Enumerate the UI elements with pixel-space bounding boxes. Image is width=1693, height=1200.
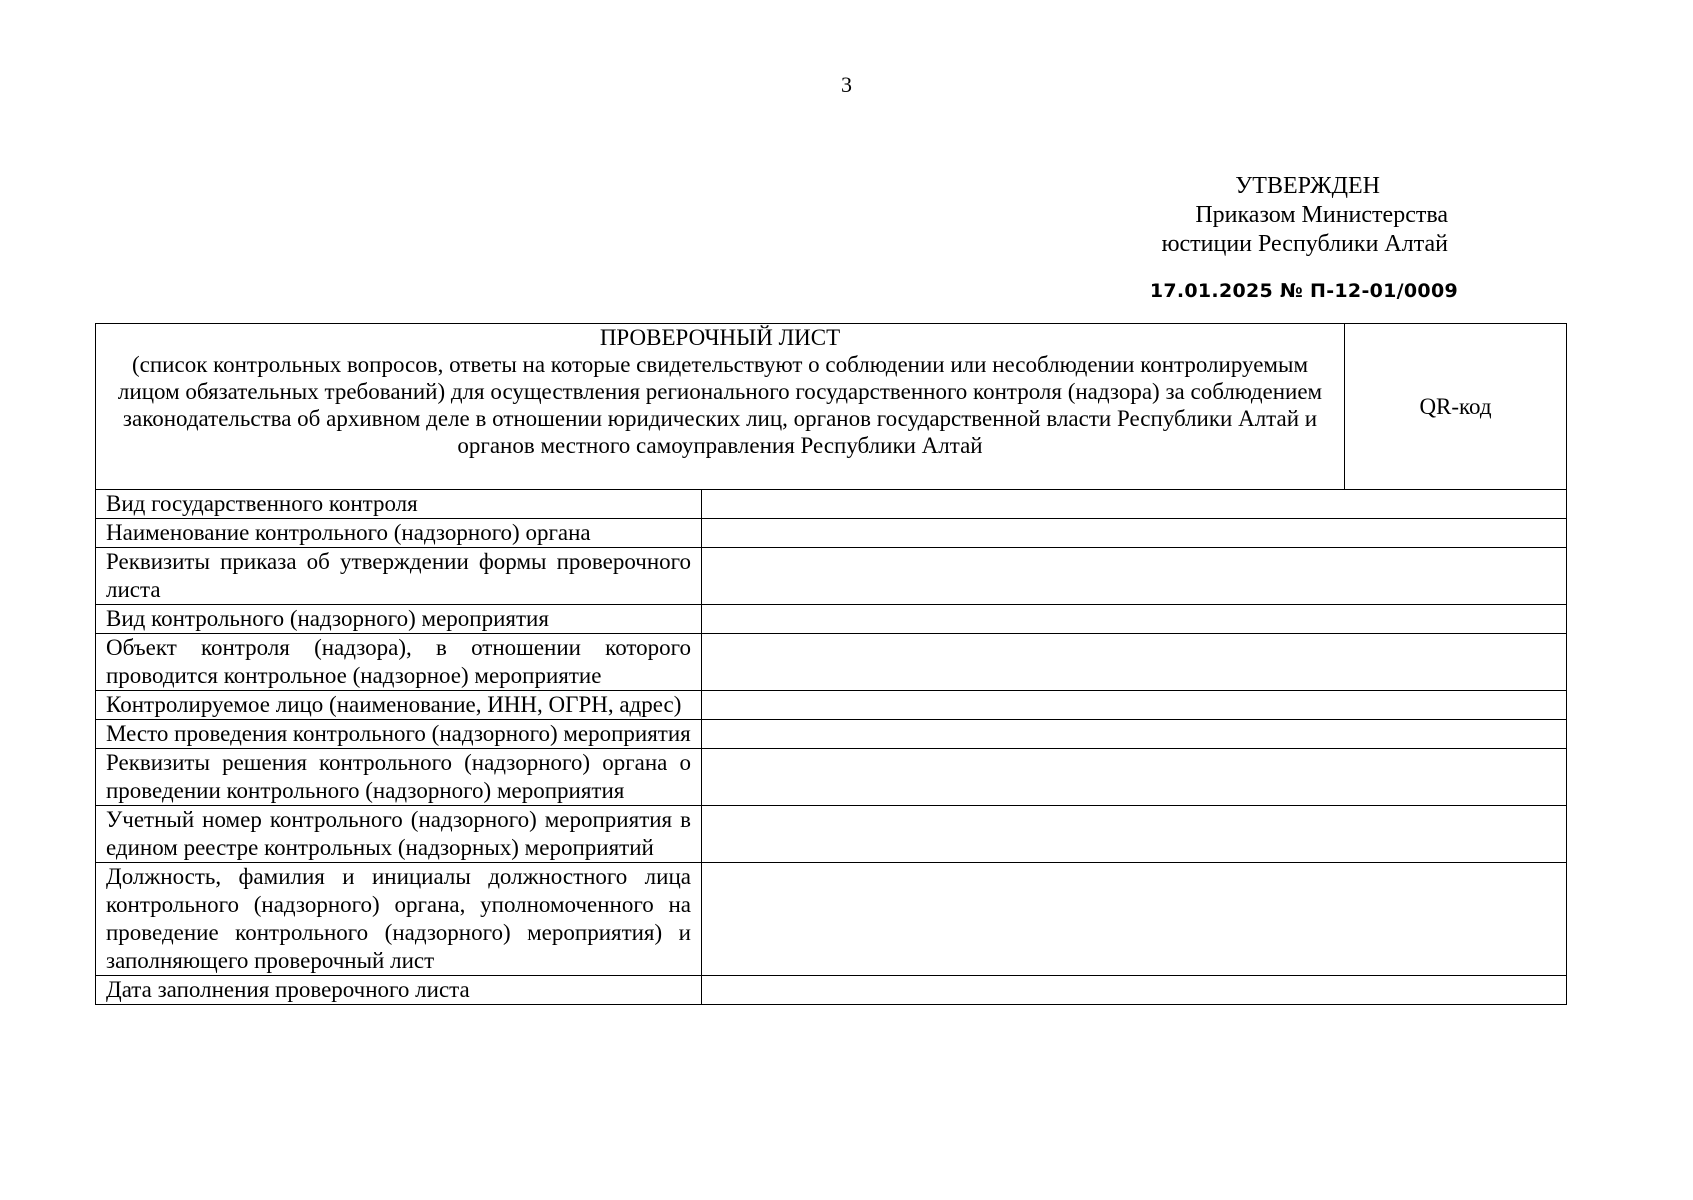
table-row [96,634,1567,691]
row-value-field[interactable] [702,863,1567,976]
row-label: Должность, фамилия и инициалы должностного лица контрольного (надзорного) органа, уполномоченного на проведение контрольного (надзорного) мероприятия) и заполняющего проверочный лист [96,863,702,976]
row-label: Реквизиты приказа об утверждении формы проверочного листа [96,548,702,605]
table-row [96,720,1567,749]
row-label: Контролируемое лицо (наименование, ИНН, ОГРН, адрес) [96,691,702,720]
row-value-field[interactable] [702,490,1567,519]
qr-code-placeholder: QR-код [1345,324,1567,490]
approval-line-2: юстиции Республики Алтай [1161,231,1448,257]
row-label: Учетный номер контрольного (надзорного) мероприятия в едином реестре контрольных (надзорных) мероприятий [96,806,702,863]
approval-stamp [1162,172,1448,259]
row-label: Вид контрольного (надзорного) мероприятия [96,605,702,634]
table-row [96,806,1567,863]
row-label: Вид государственного контроля [96,490,702,519]
table-row [96,691,1567,720]
table-row [96,548,1567,605]
approved-title: УТВЕРЖДЕН [1235,173,1380,199]
table-row [96,749,1567,806]
row-value-field[interactable] [702,519,1567,548]
table-row [96,605,1567,634]
row-label: Наименование контрольного (надзорного) органа [96,519,702,548]
table-row [96,863,1567,976]
table-row [96,490,1567,519]
row-value-field[interactable] [702,548,1567,605]
form-title: ПРОВЕРОЧНЫЙ ЛИСТ [599,325,841,350]
row-value-field[interactable] [702,749,1567,806]
row-value-field[interactable] [702,976,1567,1005]
row-value-field[interactable] [702,806,1567,863]
approval-line-1: Приказом Министерства [1195,202,1448,228]
row-label: Реквизиты решения контрольного (надзорного) органа о проведении контрольного (надзорного) мероприятия [96,749,702,806]
row-label: Дата заполнения проверочного листа [96,976,702,1005]
form-header-cell [96,324,1345,490]
row-value-field[interactable] [702,634,1567,691]
table-row [96,519,1567,548]
order-reference: 17.01.2025 № П-12-01/0009 [1149,280,1458,302]
form-subtitle: (список контрольных вопросов, ответы на которые свидетельствуют о соблюдении или несоблюдении контролируемым лицом обязательных требований) для осуществления регионального государственного контроля (надзора) за соблюдением законодательства об архивном деле в отношении юридических лиц, органов государственной власти Республики Алтай и органов местного самоуправления Республики Алтай [117,352,1323,458]
row-value-field[interactable] [702,720,1567,749]
table-row [96,976,1567,1005]
row-label: Место проведения контрольного (надзорного) мероприятия [96,720,702,749]
checklist-form-table [95,323,1567,1005]
row-value-field[interactable] [702,691,1567,720]
page-number: 3 [841,72,852,97]
row-label: Объект контроля (надзора), в отношении которого проводится контрольное (надзорное) мероприятие [96,634,702,691]
row-value-field[interactable] [702,605,1567,634]
form-header-row [96,324,1567,490]
